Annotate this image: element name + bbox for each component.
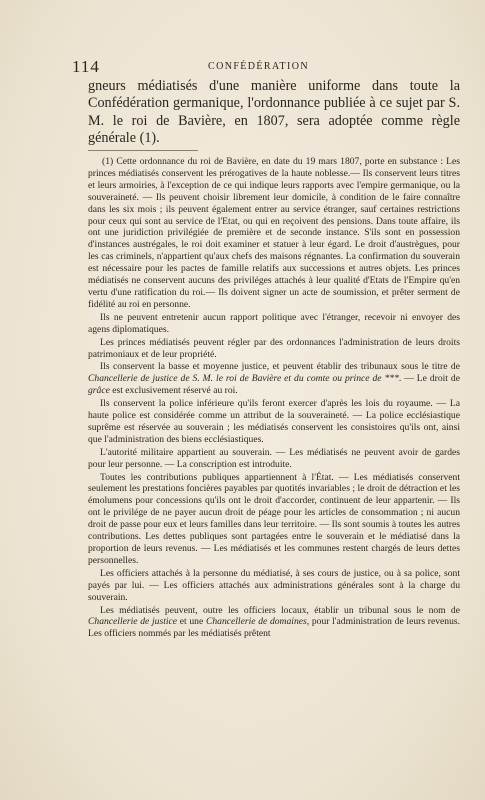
page-number: 114 [72,57,100,76]
footnote-italic-text: Chancellerie de justice de S. M. le roi de Bavière et du comte ou prince de *** [88,373,399,385]
footnote-paragraph: Ils ne peuvent entretenir aucun rapport politique avec l'étranger, recevoir ni envoyer des agens diplomatiques. [88,311,460,335]
footnote-paragraph: L'autorité militaire appartient au souverain. — Les médiatisés ne peuvent avoir de gardes pour leur personne. — La conscription est introduite. [88,446,460,470]
footnote-paragraph: Les officiers attachés à la personne du médiatisé, à ses cours de justice, ou à sa police, sont payés par lui. — Les officiers attachés aux administrations générales sont à la charge du souverain. [88,567,460,603]
footnote-divider [88,150,198,151]
footnote-block [88,156,460,641]
footnote-text: , pour l'administration de leurs revenus. Les officiers nommés par les médiatisés prêtent [88,616,460,640]
footnote-text: est exclusivement réservé au roi. [109,385,238,397]
footnote-paragraph [88,361,460,397]
footnote-paragraph [88,605,460,641]
footnote-text: . — Le droit de [398,373,460,385]
footnote-paragraph: (1) Cette ordonnance du roi de Bavière, en date du 19 mars 1807, porte en substance : Les princes médiatisés conservent les prérogatives de la haute noblesse.— Ils conservent leurs titres et leurs armoiries, à l'exception de ce qui indique leurs rapports avec l'empire germanique, ou la souveraineté. — Ils peuvent choisir librement leur domicile, à condition de le faire connaître dans les six mois ; ils peuvent également entrer au service étranger, sauf certaines restrictions pour ceux qui sont au service de l'Etat, ou qui en reçoivent des pensions. Dans toute affaire, ils ont une juridiction privilégiée de première et de seconde instance. S'ils sont en possession d'instances austrégales, le roi doit examiner et statuer à leur égard. Le droit d'austrègues, pour les cas criminels, n'appartient qu'aux chefs des maisons régnantes. La confirmation du souverain est nécessaire pour les pactes de famille relatifs aux successions et autres objets. Les princes médiatisés ne conservent aucuns des priviléges attachés à leur qualité d'Etats de l'Empire qu'en vertu d'une ratification du roi.— Ils doivent signer un acte de soumission, et prêter serment de fidélité au roi en personne. [88,156,460,310]
footnote-text: et une [177,616,206,628]
footnote-paragraph: Les princes médiatisés peuvent régler par des ordonnances l'administration de leurs droits patrimoniaux et de leur propriété. [88,336,460,360]
footnote-paragraph: Toutes les contributions publiques appartiennent à l'État. — Les médiatisés conservent seulement les prestations foncières payables par quotités invariables ; le droit de détraction et les émolumens pour concessions qu'ils ont le droit d'accorder, continuent de leur appartenir. — Ils ont le privilége de ne payer aucun droit de péage pour les articles de consommation ; ni aucun droit de passe pour eux et leurs familles dans leur territoire. — Ils sont soumis à toutes les autres contributions. Les dettes publiques sont partagées entre le souverain et le médiatisé dans la proportion de leurs revenus. — Les médiatisés et les communes restent chargés de leurs dettes personnelles. [88,471,460,566]
footnote-paragraph: Ils conservent la police inférieure qu'ils feront exercer d'après les lois du royaume. — La haute police est considérée comme un attribut de la souveraineté. — La police ecclésiastique suprême est réservée au souverain ; les médiatisés conservent les consistoires qu'ils ont, ainsi que l'administration des biens ecclésiastiques. [88,398,460,445]
running-title: CONFÉDÉRATION [208,61,309,72]
page-header [72,57,445,76]
footnote-italic-text: Chancellerie de justice [88,616,178,628]
footnote-italic-text: Chancellerie de domaines [205,616,307,628]
footnote-italic-text: grâce [88,385,110,397]
main-body-text: gneurs médiatisés d'une manière uniforme dans toute la Confédération germanique, l'ordonnance publiée à ce sujet par S. M. le roi de Bavière, en 1807, sera adoptée comme règle générale (1). [88,78,460,146]
footnote-text: Les médiatisés peuvent, outre les officiers locaux, établir un tribunal sous le nom de [100,604,460,616]
footnote-text: Ils conservent la basse et moyenne justice, et peuvent établir des tribunaux sous le titre de [100,361,460,373]
